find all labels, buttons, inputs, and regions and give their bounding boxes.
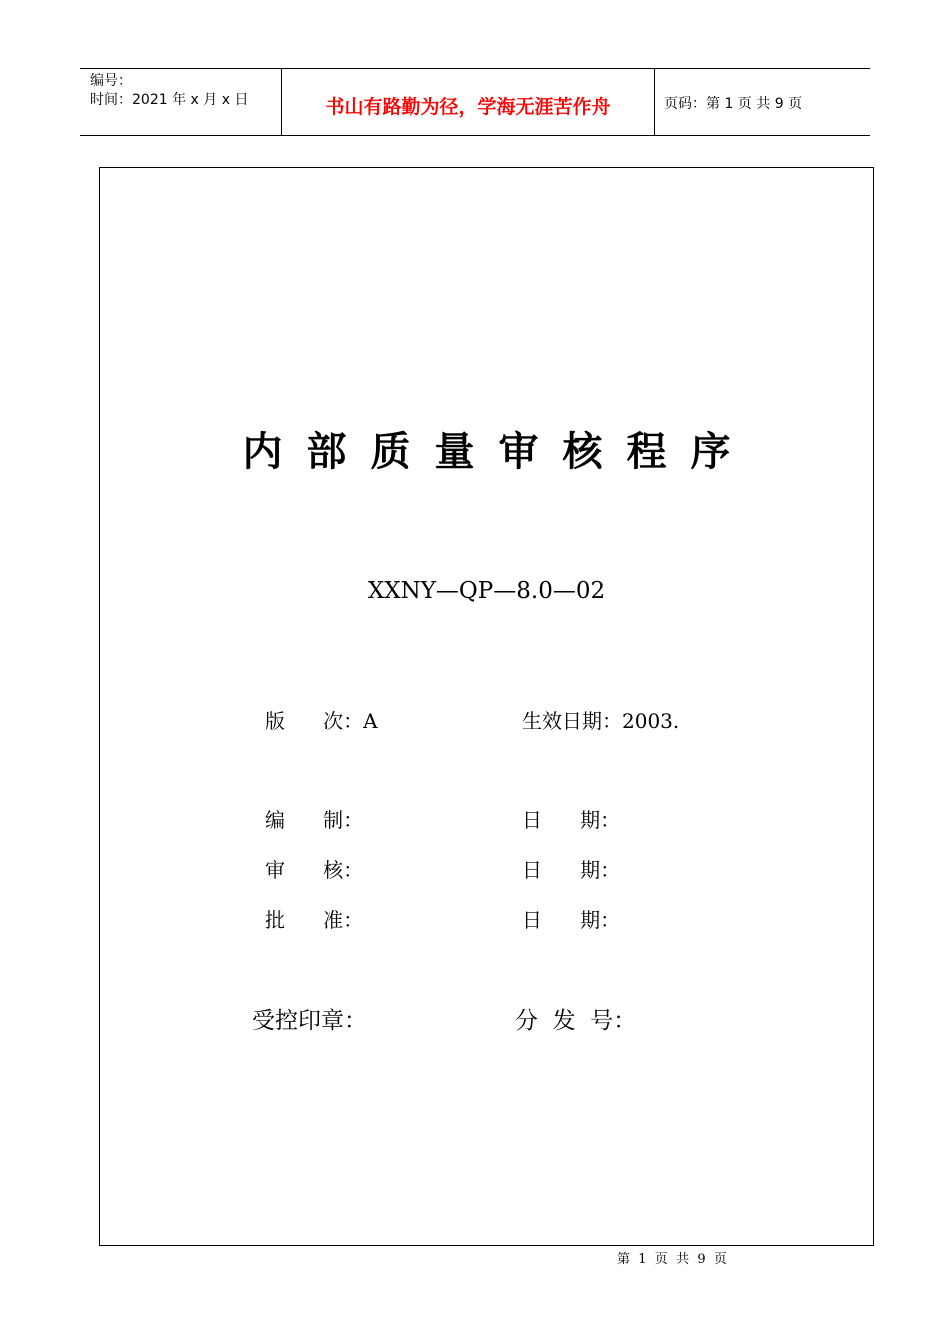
header-divider-right: [654, 68, 655, 136]
prepared-by-field: 编 制：: [265, 808, 364, 832]
reviewed-by-field: 审 核：: [265, 858, 364, 882]
header-top-border: [80, 68, 870, 69]
effective-date-field: 生效日期：2003.: [522, 709, 680, 733]
header-time-label: 时间：2021 年 x 月 x 日: [90, 92, 249, 108]
header-number-label: 编号：: [90, 73, 132, 89]
controlled-stamp-field: 受控印章：: [252, 1008, 367, 1034]
footer-page-number: 第 1 页 共 9 页: [617, 1252, 727, 1267]
approved-by-field: 批 准：: [265, 908, 364, 932]
header-slogan: 书山有路勤为径，学海无涯苦作舟: [325, 96, 611, 118]
document-title: 内部质量审核程序: [242, 428, 755, 475]
version-field: 版 次：A: [265, 709, 378, 733]
header-bottom-border: [80, 135, 870, 136]
document-frame: [99, 167, 874, 1246]
document-code: XXNY—QP—8.0—02: [367, 578, 606, 604]
distribution-number-field: 分 发 号：: [515, 1008, 637, 1034]
approved-date-field: 日 期：: [522, 908, 621, 932]
reviewed-date-field: 日 期：: [522, 858, 621, 882]
prepared-date-field: 日 期：: [522, 808, 621, 832]
header-page-info: 页码：第 1 页 共 9 页: [664, 96, 803, 112]
